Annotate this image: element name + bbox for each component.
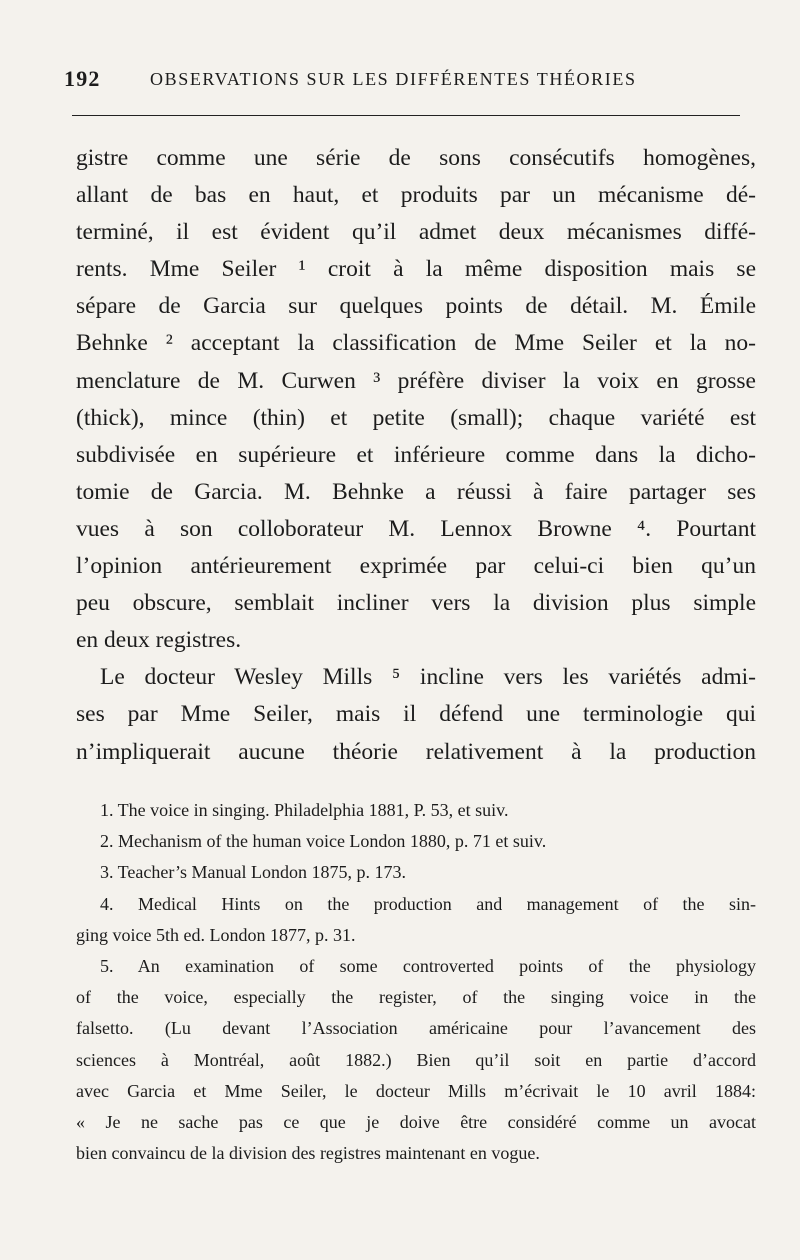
footnote-line: ging voice 5th ed. London 1877, p. 31.	[76, 924, 356, 945]
body-line: peu obscure, semblait incliner vers la division plus simple	[76, 590, 756, 617]
body-line: allant de bas en haut, et produits par un mécanisme dé-	[76, 182, 756, 209]
footnote-line: of the voice, especially the register, of the singing voice in the	[76, 987, 756, 1008]
footnote-line: 3. Teacher’s Manual London 1875, p. 173.	[100, 862, 407, 883]
body-line: rents. Mme Seiler ¹ croit à la même disposition mais se	[76, 256, 756, 283]
running-header	[64, 66, 744, 100]
footnote-line: sciences à Montréal, août 1882.) Bien qu’il soit en partie d’accord	[76, 1049, 756, 1070]
body-line: tomie de Garcia. M. Behnke a réussi à faire partager ses	[76, 478, 756, 505]
body-line: menclature de M. Curwen ³ préfère diviser la voix en grosse	[76, 367, 756, 394]
body-line: Le docteur Wesley Mills ⁵ incline vers les variétés admi-	[100, 664, 756, 691]
body-line: (thick), mince (thin) et petite (small); chaque variété est	[76, 404, 756, 431]
footnote-line: 4. Medical Hints on the production and management of the sin-	[100, 893, 756, 914]
footnote-line: « Je ne sache pas ce que je doive être considéré comme un avocat	[76, 1111, 756, 1132]
header-rule	[72, 115, 740, 116]
body-line: l’opinion antérieurement exprimée par celui-ci bien qu’un	[76, 553, 756, 580]
body-line: subdivisée en supérieure et inférieure comme dans la dicho-	[76, 441, 756, 468]
footnote-line: avec Garcia et Mme Seiler, le docteur Mills m’écrivait le 10 avril 1884:	[76, 1080, 756, 1101]
footnote-line: falsetto. (Lu devant l’Association américaine pour l’avancement des	[76, 1018, 756, 1039]
footnote-line: bien convaincu de la division des registres maintenant en vogue.	[76, 1143, 540, 1164]
body-line: gistre comme une série de sons consécutifs homogènes,	[76, 145, 756, 171]
running-title: OBSERVATIONS SUR LES DIFFÉRENTES THÉORIES	[150, 69, 637, 89]
footnote-line: 5. An examination of some controverted points of the physiology	[100, 955, 756, 976]
body-line: Behnke ² acceptant la classification de Mme Seiler et la no-	[76, 330, 756, 357]
body-line: terminé, il est évident qu’il admet deux mécanismes diffé-	[76, 219, 756, 246]
page-number: 192	[64, 66, 101, 91]
footnote-line: 2. Mechanism of the human voice London 1880, p. 71 et suiv.	[100, 831, 547, 852]
body-line: sépare de Garcia sur quelques points de détail. M. Émile	[76, 293, 756, 320]
body-line: n’impliquerait aucune théorie relativement à la production	[76, 738, 756, 765]
body-text	[76, 140, 756, 771]
footnotes	[76, 795, 756, 1169]
body-line: en deux registres.	[76, 627, 242, 654]
body-line: ses par Mme Seiler, mais il défend une terminologie qui	[76, 701, 756, 728]
body-line: vues à son colloborateur M. Lennox Browne ⁴. Pourtant	[76, 515, 756, 542]
footnote-line: 1. The voice in singing. Philadelphia 1881, P. 53, et suiv.	[100, 800, 509, 820]
